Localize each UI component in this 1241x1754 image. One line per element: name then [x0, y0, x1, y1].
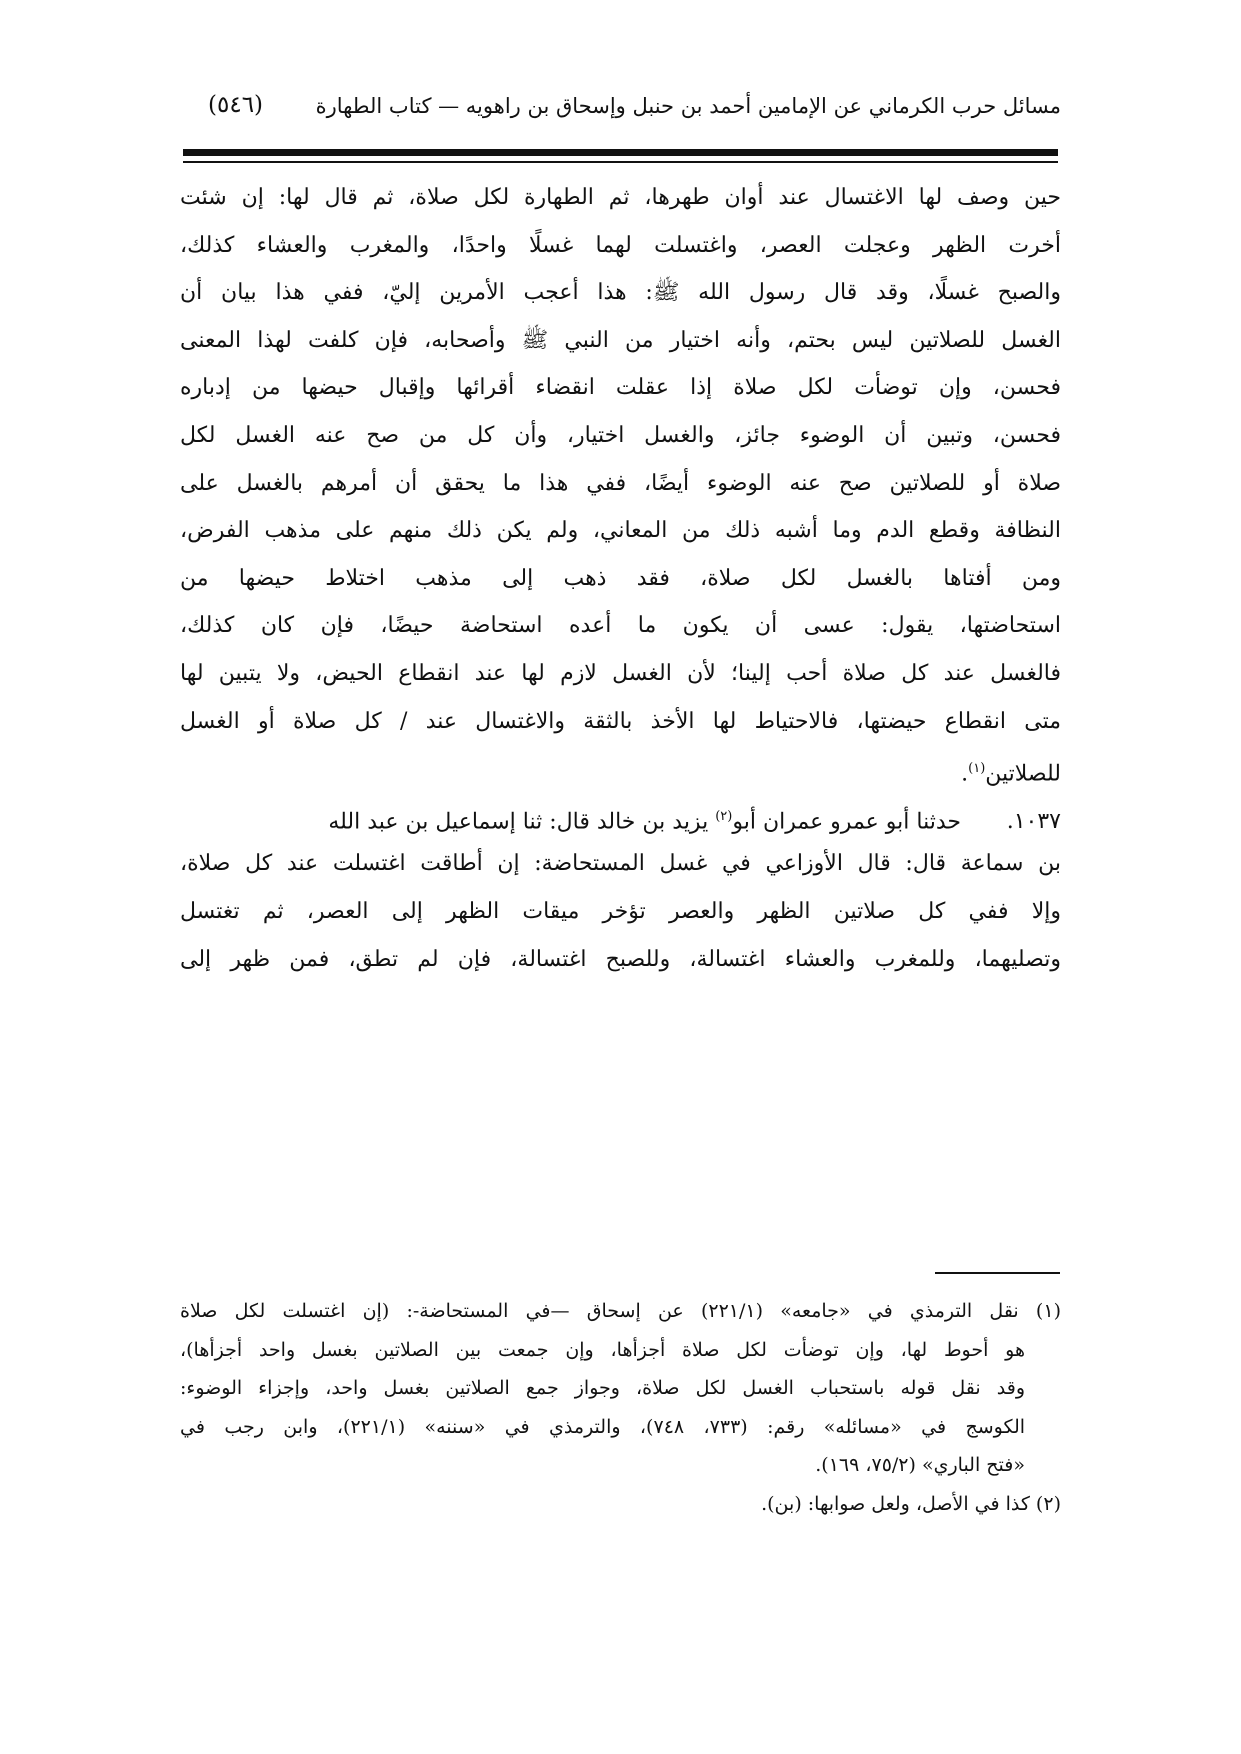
text-line: استحاضتها، يقول: عسى أن يكون ما أعده استحاضة حيضًا، فإن كان كذلك، [180, 613, 1061, 639]
text-line: متى انقطاع حيضتها، فالاحتياط لها الأخذ بالثقة والاغتسال عند / كل صلاة أو الغسل [180, 708, 1061, 734]
text-line: والصبح غسلًا، وقد قال رسول الله ﷺ: هذا أعجب الأمرين إليّ، ففي هذا بيان أن [180, 280, 1061, 306]
text-line: صلاة أو للصلاتين صح عنه الوضوء أيضًا، ففي هذا ما يحقق أن أمرهم بالغسل على [180, 470, 1061, 496]
footnote-line: «فتح الباري» (٧٥/٢، ١٦٩). [815, 1454, 1025, 1476]
text-line [180, 793, 1061, 841]
book-title: مسائل حرب الكرماني عن الإمامين أحمد بن حنبل وإسحاق بن راهويه — كتاب الطهارة [315, 94, 1061, 118]
text-line: فحسن، وتبين أن الوضوء جائز، والغسل اختيار، وأن كل من صح عنه الغسل لكل [180, 422, 1061, 448]
text: حدثنا أبو عمرو عمران أبو [732, 809, 961, 835]
main-text [180, 158, 1061, 983]
text: يزيد بن خالد قال: ثنا إسماعيل بن عبد الله [328, 809, 716, 835]
text-line: فالغسل عند كل صلاة أحب إلينا؛ لأن الغسل لازم لها عند انقطاع الحيض، ولا يتبين لها [180, 660, 1061, 686]
footnote-line: الكوسج في «مسائله» رقم: (٧٣٣، ٧٤٨)، والترمذي في «سننه» (٢٢١/١)، وابن رجب في [180, 1415, 1026, 1438]
text-line: وإلا ففي كل صلاتين الظهر والعصر تؤخر ميقات الظهر إلى العصر، ثم تغتسل [180, 898, 1061, 924]
text-line [180, 745, 1061, 793]
text-line: فحسن، وإن توضأت لكل صلاة إذا عقلت انقضاء أقرائها وإقبال حيضها من إدباره [180, 375, 1061, 401]
footnote-line: هو أحوط لها، وإن توضأت لكل صلاة أجزأها، وإن جمعت بين الصلاتين بغسل واحد أجزأها)، [180, 1338, 1025, 1361]
text-line: بن سماعة قال: قال الأوزاعي في غسل المستحاضة: إن أطاقت اغتسلت عند كل صلاة، [180, 851, 1061, 877]
footnote-ref-1[interactable]: (١) [968, 761, 986, 777]
text: . [961, 761, 969, 787]
text-line: وتصليهما، وللمغرب والعشاء اغتسالة، وللصبح اغتسالة، فإن لم تطق، فمن ظهر إلى [180, 946, 1061, 972]
footnotes [180, 1292, 1061, 1523]
page-number: (٥٤٦) [208, 92, 264, 118]
text-line: ومن أفتاها بالغسل لكل صلاة، فقد ذهب إلى مذهب اختلاط حيضها من [180, 565, 1061, 591]
text-line: الغسل للصلاتين ليس بحتم، وأنه اختيار من النبي ﷺ وأصحابه، فإن كلفت لهذا المعنى [180, 327, 1061, 353]
footnote-separator [935, 1272, 1060, 1274]
running-header [208, 88, 1061, 128]
footnote-line: (١) نقل الترمذي في «جامعه» (٢٢١/١) عن إسحاق —في المستحاضة-: (إن اغتسلت لكل صلاة [180, 1300, 1061, 1322]
footnote-2: (٢) كذا في الأصل، ولعل صوابها: (بن). [761, 1492, 1061, 1515]
text-line: حين وصف لها الاغتسال عند أوان طهرها، ثم الطهارة لكل صلاة، ثم قال لها: إن شئت [180, 185, 1061, 210]
paragraph-number: ١٠٣٧. [1006, 809, 1061, 835]
text-line: أخرت الظهر وعجلت العصر، واغتسلت لهما غسلًا واحدًا، والمغرب والعشاء كذلك، [180, 232, 1061, 258]
text: للصلاتين [985, 761, 1061, 787]
header-rule-thick [183, 149, 1058, 156]
footnote-ref-2[interactable]: (٢) [715, 808, 733, 824]
text-line: النظافة وقطع الدم وما أشبه ذلك من المعاني، ولم يكن ذلك منهم على مذهب الفرض، [180, 518, 1061, 544]
footnote-line: وقد نقل قوله باستحباب الغسل لكل صلاة، وجواز جمع الصلاتين بغسل واحد، وإجزاء الوضوء: [180, 1377, 1025, 1399]
